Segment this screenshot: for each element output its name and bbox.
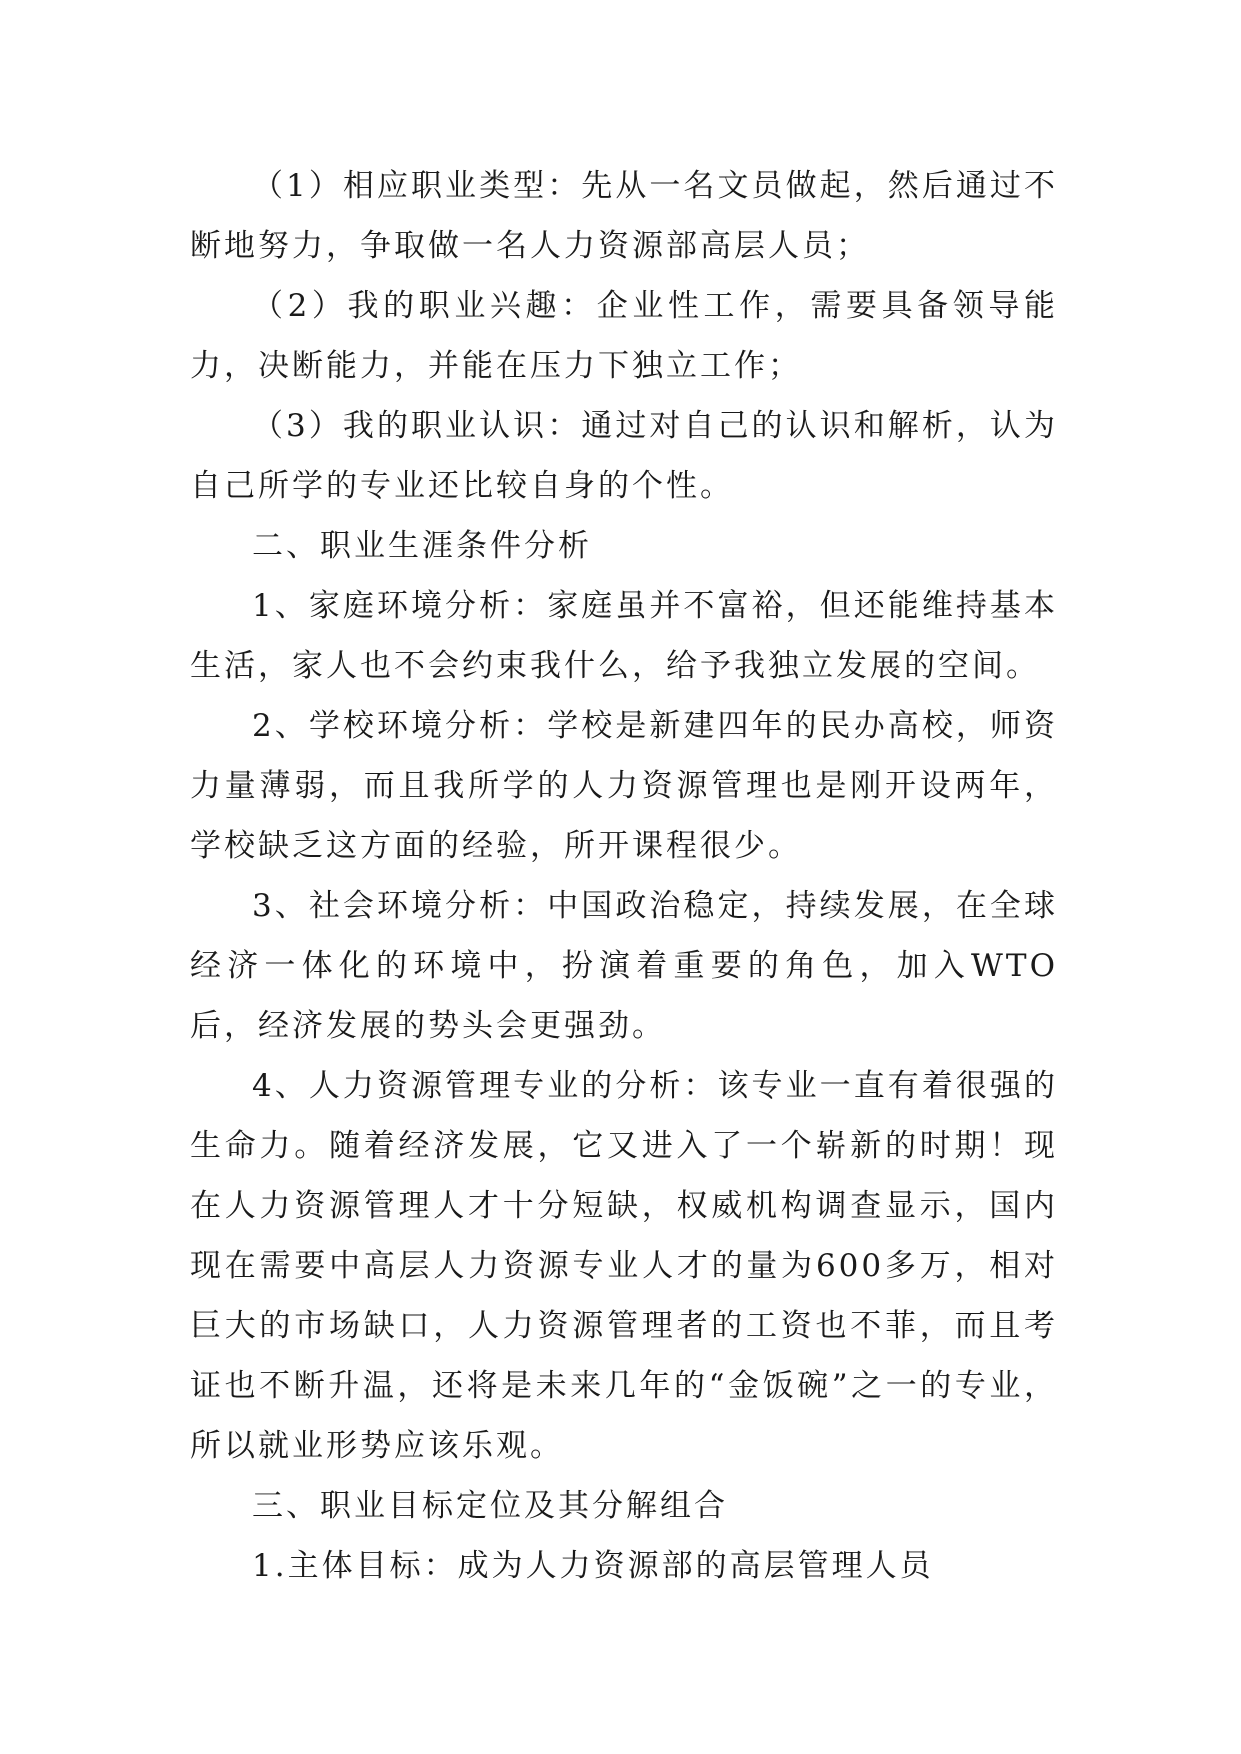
paragraph-career-type: （1）相应职业类型：先从一名文员做起，然后通过不断地努力，争取做一名人力资源部高层人员； [190, 168, 1058, 264]
paragraph-family-environment: 1、家庭环境分析：家庭虽并不富裕，但还能维持基本生活，家人也不会约束我什么，给予我独立发展的空间。 [190, 588, 1058, 684]
section-heading-conditions: 二、职业生涯条件分析 [252, 528, 592, 564]
paragraph-career-understanding: （3）我的职业认识：通过对自己的认识和解析，认为自己所学的专业还比较自身的个性。 [190, 408, 1058, 504]
paragraph-school-environment: 2、学校环境分析：学校是新建四年的民办高校，师资力量薄弱，而且我所学的人力资源管理也是刚开设两年，学校缺乏这方面的经验，所开课程很少。 [190, 708, 1058, 864]
section-heading-goals: 三、职业目标定位及其分解组合 [252, 1488, 728, 1524]
paragraph-major-analysis: 4、人力资源管理专业的分析：该专业一直有着很强的生命力。随着经济发展，它又进入了一个崭新的时期！现在人力资源管理人才十分短缺，权威机构调查显示，国内现在需要中高层人力资源专业人才的量为600多万，相对巨大的市场缺口，人力资源管理者的工资也不菲，而且考证也不断升温，还将是未来几年的“金饭碗”之一的专业，所以就业形势应该乐观。 [190, 1068, 1058, 1464]
document-body [190, 156, 1058, 1596]
paragraph-social-environment: 3、社会环境分析：中国政治稳定，持续发展，在全球经济一体化的环境中，扮演着重要的角色，加入WTO后，经济发展的势头会更强劲。 [190, 888, 1058, 1044]
paragraph-career-interest: （2）我的职业兴趣：企业性工作，需要具备领导能力，决断能力，并能在压力下独立工作； [190, 288, 1058, 384]
paragraph-main-goal: 1.主体目标：成为人力资源部的高层管理人员 [252, 1548, 934, 1584]
